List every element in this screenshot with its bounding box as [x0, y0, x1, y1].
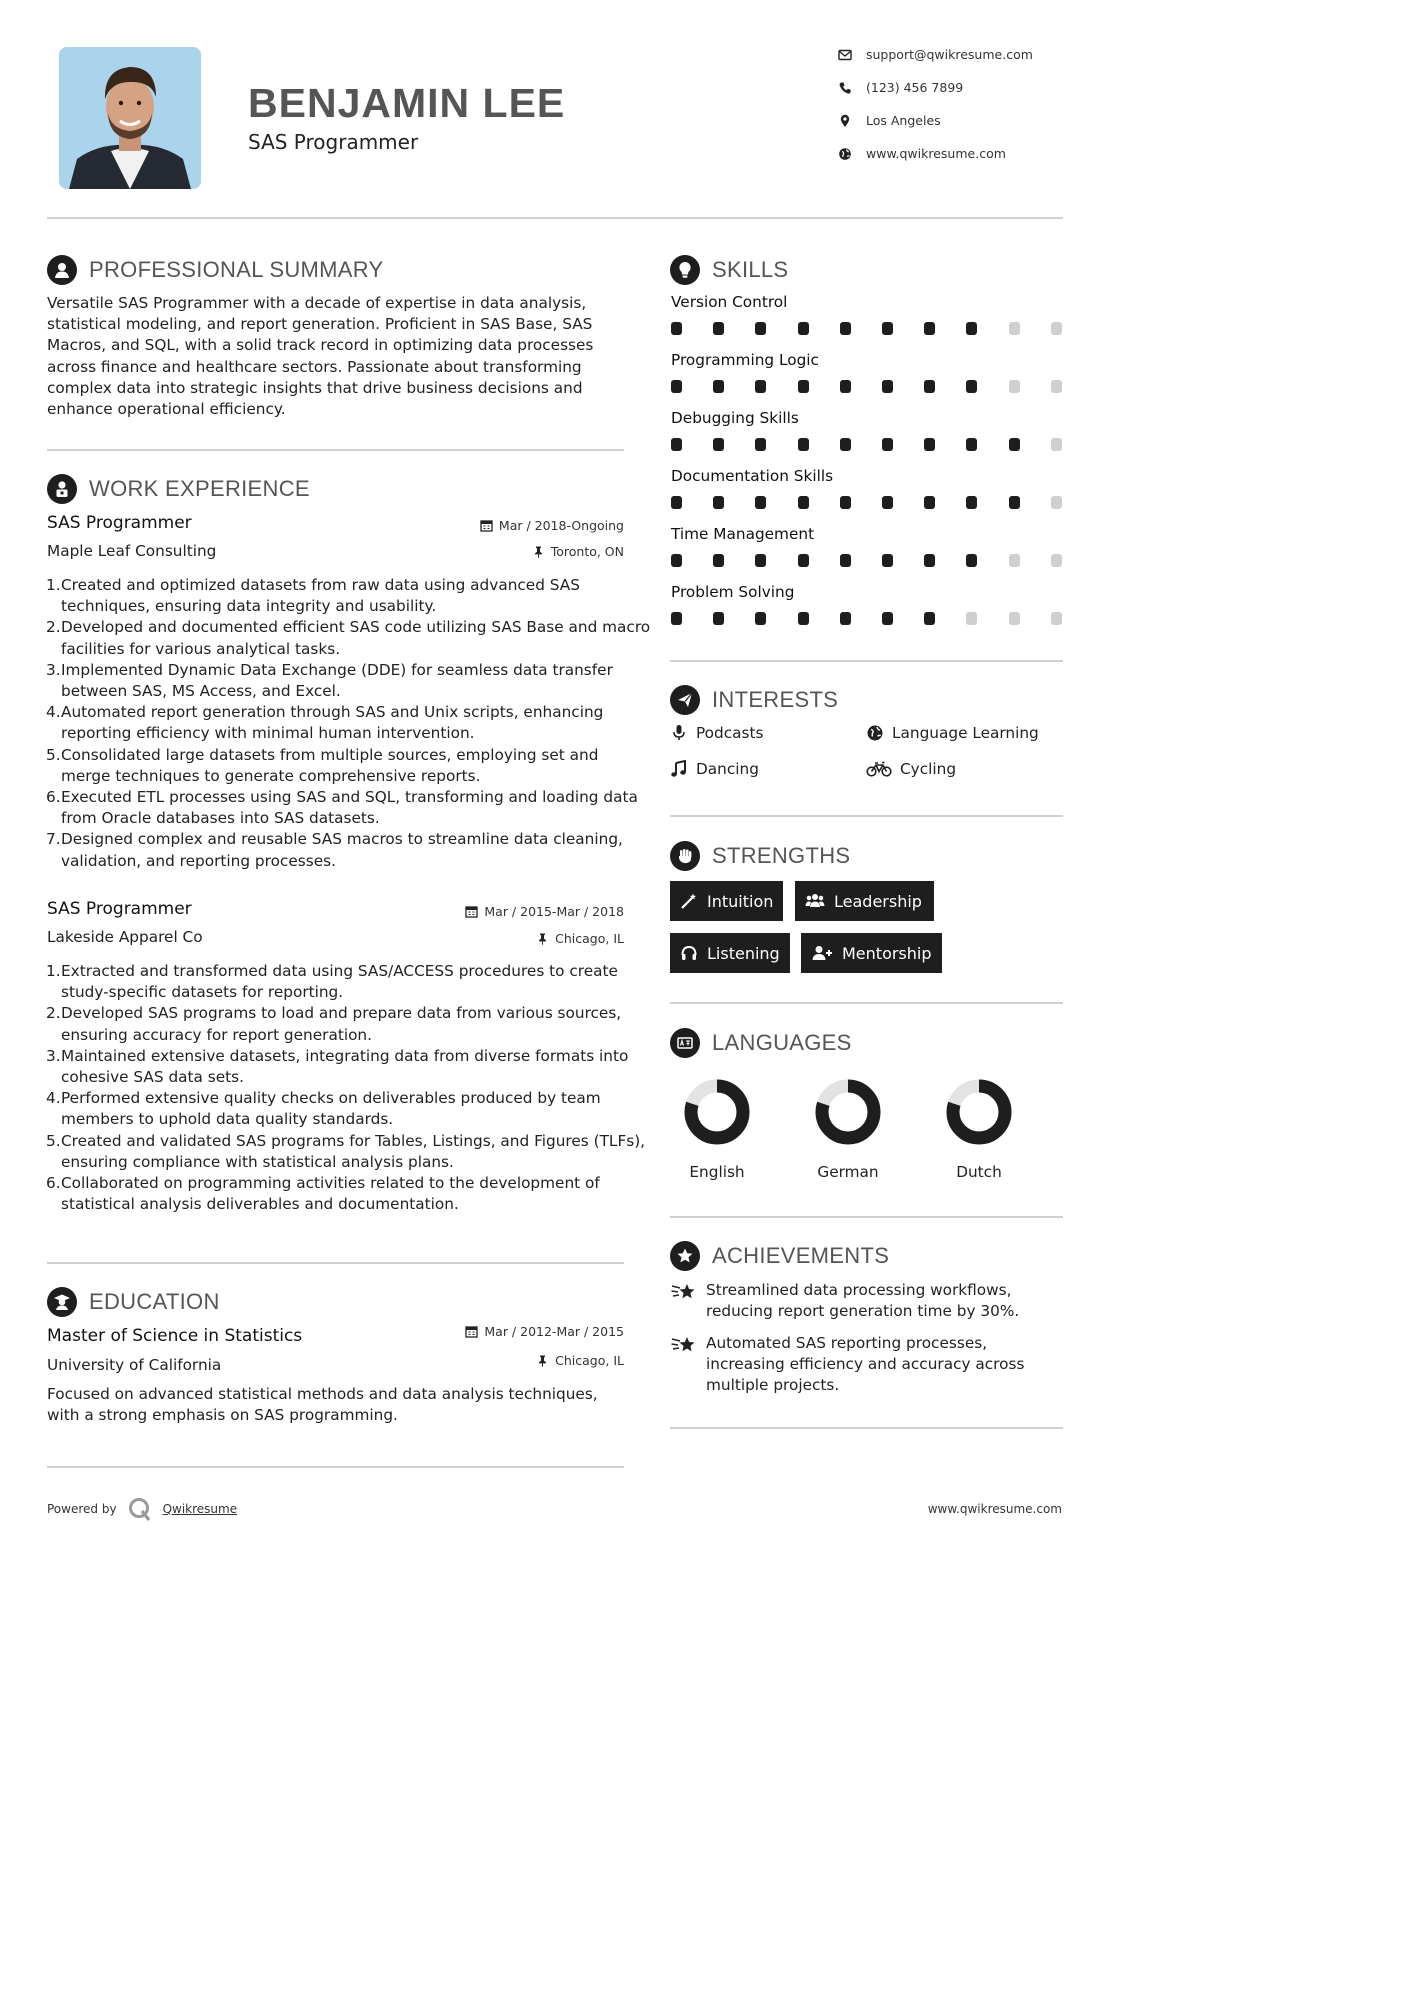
- skill-dot-filled: [840, 612, 851, 625]
- job-2-company: Lakeside Apparel Co: [47, 928, 203, 946]
- skill-dot-filled: [798, 612, 809, 625]
- skill-dot-filled: [882, 554, 893, 567]
- list-item: 4. Automated report generation through SAS and Unix scripts, enhancing reporting efficiency with minimal human intervention.: [46, 703, 604, 743]
- skill-dot-empty: [1051, 554, 1062, 567]
- strengths-divider: [670, 1002, 1063, 1004]
- skill-dot-filled: [755, 438, 766, 451]
- skill-dot-filled: [671, 438, 682, 451]
- skill-dot-filled: [924, 496, 935, 509]
- education-dates: [400, 1324, 624, 1339]
- job-2-location: [400, 931, 624, 946]
- skill-dot-filled: [798, 380, 809, 393]
- list-item: 6. Collaborated on programming activities related to the development of statistical analysis deliverables and documentation.: [46, 1174, 600, 1214]
- skill-dot-filled: [966, 554, 977, 567]
- list-item: 3. Maintained extensive datasets, integrating data from diverse formats into cohesive SAS data sets.: [46, 1046, 629, 1087]
- skill-dot-filled: [713, 380, 724, 393]
- skill-dot-filled: [755, 496, 766, 509]
- language-german: [788, 1077, 908, 1181]
- skills-heading: [670, 255, 788, 285]
- skill-dot-empty: [1009, 554, 1020, 567]
- language-label: Dutch: [956, 1163, 1002, 1181]
- footer-branding: [47, 1496, 237, 1522]
- interests-title: INTERESTS: [712, 687, 839, 712]
- languages-divider: [670, 1216, 1063, 1218]
- skill-dot-filled: [966, 438, 977, 451]
- skill-dot-empty: [1051, 380, 1062, 393]
- language-icon: [670, 1028, 700, 1058]
- job-1-company: Maple Leaf Consulting: [47, 542, 217, 560]
- experience-divider: [47, 1262, 624, 1264]
- job-1-dates-text: Mar / 2018-Ongoing: [498, 518, 624, 533]
- education-location: [400, 1353, 624, 1368]
- contact-phone[interactable]: [838, 80, 963, 95]
- strength-tag-mentorship: Mentorship: [801, 933, 942, 973]
- interests-heading: [670, 685, 838, 715]
- skill-name: Time Management: [671, 525, 815, 543]
- skill-name: Programming Logic: [671, 351, 819, 369]
- skills-title: SKILLS: [712, 257, 789, 282]
- language-dutch: [919, 1077, 1039, 1181]
- skill-rating: [671, 612, 1093, 625]
- strength-tag-leadership: Leadership: [795, 881, 934, 921]
- users-icon: [805, 892, 825, 910]
- skill-dot-empty: [1009, 612, 1020, 625]
- skill-dot-filled: [924, 322, 935, 335]
- skill-dot-filled: [924, 554, 935, 567]
- skill-dot-filled: [882, 438, 893, 451]
- strength-tag-intuition: Intuition: [670, 881, 783, 921]
- strengths-title: STRENGTHS: [712, 843, 851, 868]
- phone-icon: [838, 81, 852, 95]
- job-2-location-text: Chicago, IL: [555, 931, 624, 946]
- user-plus-icon: [811, 944, 833, 962]
- skill-dot-filled: [924, 612, 935, 625]
- contact-phone-text: (123) 456 7899: [866, 80, 964, 95]
- summary-title: PROFESSIONAL SUMMARY: [89, 257, 384, 282]
- calendar-icon: [465, 905, 478, 918]
- skill-name: Documentation Skills: [671, 467, 834, 485]
- skill-name: Debugging Skills: [671, 409, 799, 427]
- job-1-dates: [400, 518, 624, 533]
- experience-heading: [47, 474, 310, 504]
- job-2-dates-text: Mar / 2015-Mar / 2018: [484, 904, 624, 919]
- skill-dot-empty: [1051, 496, 1062, 509]
- magic-wand-icon: [680, 892, 698, 910]
- list-item: 6. Executed ETL processes using SAS and SQL, transforming and loading data from Oracle databases into SAS datasets.: [46, 788, 638, 828]
- shooting-star-icon: [671, 1333, 697, 1357]
- headphones-icon: [680, 944, 698, 962]
- list-item: 1. Extracted and transformed data using SAS/ACCESS procedures to create study-specific datasets for reporting.: [46, 962, 618, 1002]
- skill-dot-filled: [798, 554, 809, 567]
- pushpin-icon: [536, 932, 549, 945]
- list-item: 3. Implemented Dynamic Data Exchange (DDE) for seamless data transfer between SAS, MS Access, and Excel.: [46, 660, 613, 701]
- list-item: 5. Consolidated large datasets from multiple sources, employing set and merge techniques to generate comprehensive reports.: [46, 745, 599, 785]
- interests-divider: [670, 815, 1063, 817]
- globe-icon: [838, 147, 852, 161]
- achievement-item: Streamlined data processing workflows, reducing report generation time by 30%.: [671, 1280, 1051, 1322]
- skill-dot-filled: [755, 612, 766, 625]
- education-description: Focused on advanced statistical methods and data analysis techniques, with a strong emphasis on SAS programming.: [47, 1385, 598, 1425]
- strength-tag-listening: Listening: [670, 933, 790, 973]
- footer-website-link[interactable]: www.qwikresume.com: [927, 1502, 1062, 1516]
- education-dates-text: Mar / 2012-Mar / 2015: [484, 1324, 624, 1339]
- candidate-name: BENJAMIN LEE: [248, 80, 566, 126]
- job-1-location-text: Toronto, ON: [550, 544, 624, 559]
- language-label: German: [817, 1163, 879, 1181]
- skill-dot-filled: [713, 612, 724, 625]
- skill-dot-filled: [1009, 496, 1020, 509]
- calendar-icon: [465, 1325, 478, 1338]
- skill-dot-empty: [1051, 438, 1062, 451]
- skill-dot-filled: [840, 380, 851, 393]
- skill-dot-filled: [671, 554, 682, 567]
- summary-heading: [47, 255, 384, 285]
- lightbulb-icon: [670, 255, 700, 285]
- shooting-star-icon: [671, 1280, 697, 1304]
- job-2-responsibilities: [47, 961, 651, 1215]
- powered-by-text: Powered by: [47, 1502, 117, 1516]
- education-title: EDUCATION: [89, 1289, 220, 1314]
- education-divider: [47, 1466, 624, 1468]
- job-2-title: SAS Programmer: [47, 899, 192, 919]
- qwikresume-link[interactable]: Qwikresume: [162, 1502, 238, 1516]
- job-1-responsibilities: [47, 575, 651, 872]
- interest-podcasts: Podcasts: [670, 724, 763, 742]
- skill-dot-filled: [755, 380, 766, 393]
- achievements-title: ACHIEVEMENTS: [712, 1243, 890, 1268]
- interest-cycling: Cycling: [866, 760, 956, 778]
- list-item: 4. Performed extensive quality checks on deliverables produced by team members to uphold data quality standards.: [46, 1089, 601, 1129]
- education-heading: [47, 1287, 220, 1317]
- languages-title: LANGUAGES: [712, 1030, 852, 1055]
- summary-text: Versatile SAS Programmer with a decade of expertise in data analysis, statistical modeling, and report generation. Proficient in SAS Base, SAS Macros, and SQL, with a solid track record in optimizing data processes across finance and healthcare sectors. Passionate about transforming complex data into strategic insights that drive business decisions and enhance operational efficiency.: [47, 294, 594, 419]
- skill-dot-empty: [1051, 322, 1062, 335]
- skills-divider: [670, 660, 1063, 662]
- skill-dot-filled: [798, 438, 809, 451]
- star-badge-icon: [670, 1241, 700, 1271]
- header-divider: [47, 217, 1063, 219]
- contact-location: [838, 113, 941, 128]
- globe-icon: [866, 724, 884, 742]
- language-label: English: [689, 1163, 745, 1181]
- skill-dot-filled: [755, 322, 766, 335]
- skill-rating: [671, 380, 1093, 393]
- language-english: [657, 1077, 777, 1181]
- skill-dot-filled: [882, 322, 893, 335]
- skill-rating: [671, 554, 1093, 567]
- skill-dot-filled: [840, 554, 851, 567]
- strengths-heading: [670, 841, 850, 871]
- skill-dot-filled: [798, 496, 809, 509]
- skill-dot-empty: [966, 612, 977, 625]
- experience-title: WORK EXPERIENCE: [89, 476, 310, 501]
- achievements-heading: [670, 1241, 889, 1271]
- list-item: 7. Designed complex and reusable SAS macros to streamline data cleaning, validation, and reporting processes.: [46, 830, 623, 870]
- skill-dot-filled: [882, 496, 893, 509]
- education-school: University of California: [47, 1356, 222, 1374]
- contact-website[interactable]: [838, 146, 1006, 161]
- skill-rating: [671, 496, 1093, 509]
- user-icon: [47, 255, 77, 285]
- skill-dot-filled: [966, 322, 977, 335]
- list-item: 1. Created and optimized datasets from raw data using advanced SAS techniques, ensuring data integrity and usability.: [46, 576, 580, 616]
- skill-dot-filled: [966, 496, 977, 509]
- skill-dot-filled: [840, 438, 851, 451]
- list-item: 2. Developed SAS programs to load and prepare data from various sources, ensuring accuracy for report generation.: [46, 1004, 622, 1044]
- candidate-title: SAS Programmer: [248, 130, 419, 154]
- profile-photo: [59, 47, 201, 189]
- job-1-title: SAS Programmer: [47, 513, 192, 533]
- skill-dot-filled: [840, 322, 851, 335]
- skill-dot-filled: [671, 612, 682, 625]
- skill-dot-empty: [1009, 380, 1020, 393]
- location-pin-icon: [838, 114, 852, 128]
- contact-location-text: Los Angeles: [866, 113, 941, 128]
- job-1-location: [400, 544, 624, 559]
- skill-dot-filled: [924, 438, 935, 451]
- interest-dancing: Dancing: [670, 760, 759, 778]
- contact-website-text: www.qwikresume.com: [866, 146, 1006, 161]
- skill-rating: [671, 438, 1093, 451]
- languages-heading: [670, 1028, 852, 1058]
- email-icon: [838, 48, 852, 62]
- skill-dot-filled: [713, 554, 724, 567]
- achievements-divider: [670, 1427, 1063, 1429]
- summary-divider: [47, 449, 624, 451]
- skill-dot-empty: [1009, 322, 1020, 335]
- achievement-item: Automated SAS reporting processes, increasing efficiency and accuracy across multiple projects.: [671, 1333, 1051, 1397]
- skill-dot-filled: [924, 380, 935, 393]
- skill-dot-filled: [671, 496, 682, 509]
- microphone-icon: [670, 724, 688, 742]
- fist-icon: [670, 841, 700, 871]
- skill-dot-filled: [798, 322, 809, 335]
- language-level-ring: [813, 1077, 883, 1147]
- calendar-icon: [480, 519, 493, 532]
- skill-rating: [671, 322, 1093, 335]
- pushpin-icon: [536, 1354, 549, 1367]
- language-level-ring: [944, 1077, 1014, 1147]
- qwikresume-logo-icon: [127, 1496, 153, 1522]
- skill-dot-filled: [882, 612, 893, 625]
- music-note-icon: [670, 760, 688, 778]
- skill-dot-filled: [1009, 438, 1020, 451]
- skill-dot-empty: [1051, 612, 1062, 625]
- contact-email-text: support@qwikresume.com: [866, 47, 1033, 62]
- education-degree: Master of Science in Statistics: [47, 1326, 303, 1346]
- graduate-icon: [47, 1287, 77, 1317]
- skill-dot-filled: [882, 380, 893, 393]
- skill-dot-filled: [713, 496, 724, 509]
- language-level-ring: [682, 1077, 752, 1147]
- skill-dot-filled: [713, 322, 724, 335]
- skill-dot-filled: [713, 438, 724, 451]
- pushpin-icon: [532, 545, 545, 558]
- paper-plane-icon: [670, 685, 700, 715]
- job-2-dates: [400, 904, 624, 919]
- bicycle-icon: [866, 760, 892, 778]
- skill-name: Problem Solving: [671, 583, 795, 601]
- skill-dot-filled: [755, 554, 766, 567]
- list-item: 2. Developed and documented efficient SAS code utilizing SAS Base and macro facilities for various analytical tasks.: [46, 618, 651, 658]
- contact-email[interactable]: [838, 47, 1033, 62]
- education-location-text: Chicago, IL: [555, 1353, 624, 1368]
- briefcase-icon: [47, 474, 77, 504]
- skill-dot-filled: [966, 380, 977, 393]
- skill-dot-filled: [671, 322, 682, 335]
- list-item: 5. Created and validated SAS programs for Tables, Listings, and Figures (TLFs), ensuring compliance with statistical analysis plans.: [46, 1131, 646, 1171]
- skill-name: Version Control: [671, 293, 788, 311]
- skill-dot-filled: [840, 496, 851, 509]
- skill-dot-filled: [671, 380, 682, 393]
- interest-language-learning: Language Learning: [866, 724, 1039, 742]
